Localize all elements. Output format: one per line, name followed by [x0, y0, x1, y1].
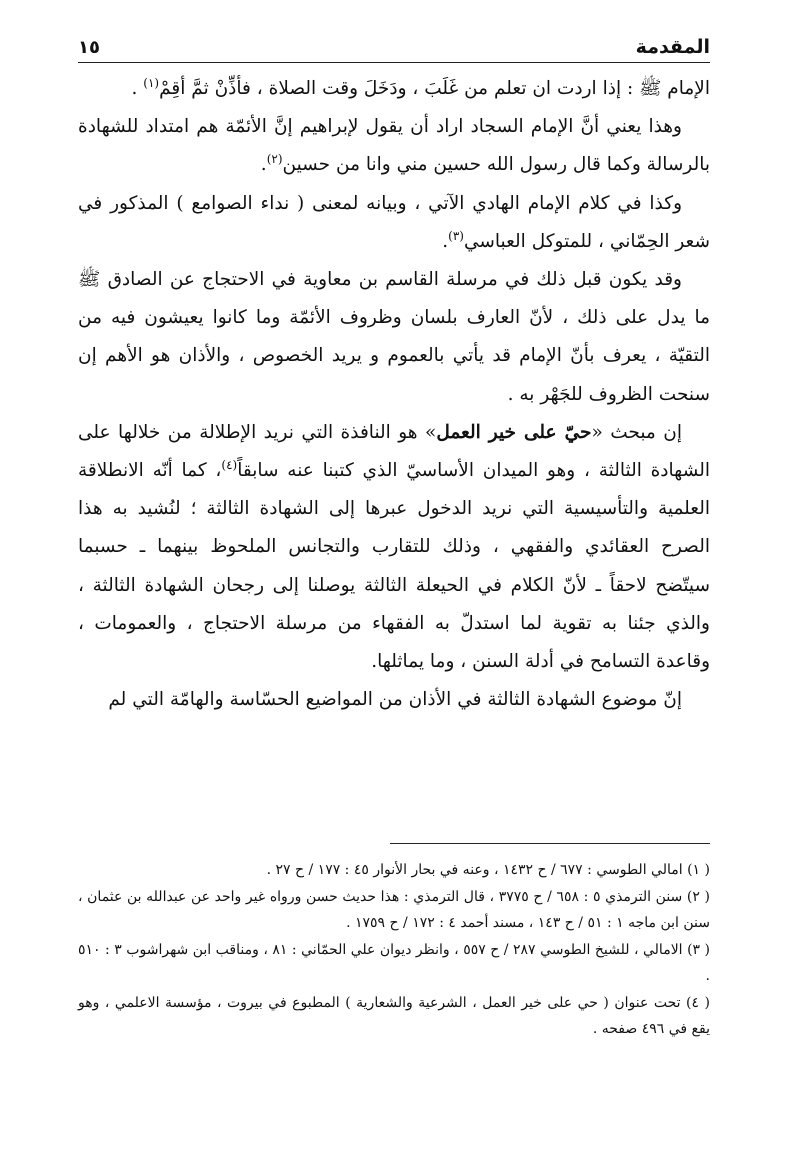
paragraph-text: . — [260, 154, 267, 176]
paragraph — [78, 185, 710, 261]
paragraph-text: إن مبحث « — [591, 421, 682, 443]
page-number: ١٥ — [78, 37, 100, 58]
footnote-separator — [390, 843, 710, 844]
paragraph-text: إنّ موضوع الشهادة الثالثة في الأذان من المواضيع الحسّاسة والهامّة التي لم — [108, 689, 682, 711]
footnote-reference: (٣) — [448, 228, 464, 243]
paragraph-text: وقد يكون قبل ذلك في مرسلة القاسم بن معاوية في الاحتجاج عن الصادق ﷺ ما يدل على ذلك ، لأنّ العارف بلسان وظروف الأئمّة وما كانوا يعيشون فيه من التقيّة ، يعرف بأنّ الإمام قد يأتي بالعموم و يريد الخصوص ، والأذان هو الأهم إن سنحت الظروف للجَهْر به . — [78, 269, 710, 405]
footnotes — [78, 857, 710, 1043]
footnote: ( ١) امالي الطوسي : ٦٧٧ / ح ١٤٣٢ ، وعنه في بحار الأنوار ٤٥ : ١٧٧ / ح ٢٧ . — [266, 862, 710, 878]
footnote: ( ٤) تحت عنوان ( حي على خير العمل ، الشرعية والشعارية ) المطبوع في بيروت ، مؤسسة الاعلمي ، وهو يقع في ٤٩٦ صفحه . — [78, 995, 710, 1037]
paragraph — [78, 681, 710, 719]
footnote-reference: (٢) — [266, 152, 283, 167]
paragraph-text: » هو النافذة التي نريد الإطلالة من خلالها على الشهادة الثالثة ، وهو الميدان الأساسيّ الذي كتبنا عنه سابقاً — [78, 421, 710, 482]
chapter-title: المقدمة — [635, 36, 710, 58]
paragraph-text: . — [131, 78, 144, 99]
paragraph — [78, 108, 710, 184]
paragraph — [78, 414, 710, 681]
paragraph — [78, 261, 710, 414]
paragraph-text: الإمام ﷺ : إذا اردت ان تعلم من غَلَبَ ، ودَخَلَ وقت الصلاة ، فأذِّنْ ثمَّ أقِمْ — [159, 78, 710, 99]
footnote-reference: (١) — [143, 75, 160, 90]
footnote-reference: (٤) — [221, 457, 238, 472]
footnote: ( ٢) سنن الترمذي ٥ : ٦٥٨ / ح ٣٧٧٥ ، قال الترمذي : هذا حديث حسن ورواه غير واحد عن عبدالله بن عثمان ، سنن ابن ماجه ١ : ٥١ / ح ١٤٣ ، مسند أحمد ٤ : ١٧٢ / ح ١٧٥٩ . — [78, 889, 710, 931]
paragraph-text: ، كما أنّه الانطلاقة العلمية والتأسيسية التي نريد الدخول عبرها إلى الشهادة الثالثة ؛ لنُشيد به هذا الصرح العقائدي والفقهي ، وذلك للتقارب والتجانس الملحوظ بينهما ـ حسبما سيتّضح لاحقاً ـ لأنّ الكلام في الحيعلة الثالثة يوصلنا إلى رجحان الشهادة الثالثة ، والذي جئنا به تقوية لما استدلّ به الفقهاء من مرسلة الاحتجاج ، والعمومات ، وقاعدة التسامح في أدلة السنن ، وما يماثلها. — [78, 460, 710, 673]
footnote: ( ٣) الامالي ، للشيخ الطوسي ٢٨٧ / ح ٥٥٧ ، وانظر ديوان علي الحمّاني : ٨١ ، ومناقب ابن شهراشوب ٣ : ٥١٠ . — [78, 942, 711, 984]
page-header — [78, 28, 710, 63]
paragraph — [78, 70, 710, 108]
emphasized-term: حيّ على خير العمل — [436, 421, 592, 443]
paragraph-text: . — [442, 230, 449, 252]
paragraph-text: وكذا في كلام الإمام الهادي الآتي ، وبيانه لمعنى ( نداء الصوامع ) المذكور في شعر الحِمّاني ، للمتوكل العباسي — [78, 192, 710, 252]
paragraph-text: وهذا يعني أنَّ الإمام السجاد اراد أن يقول لإبراهيم إنَّ الأئمّة هم امتداد للشهادة بالرسالة وكما قال رسول الله حسين مني وانا من حسين — [78, 116, 710, 176]
body-text — [78, 70, 710, 719]
